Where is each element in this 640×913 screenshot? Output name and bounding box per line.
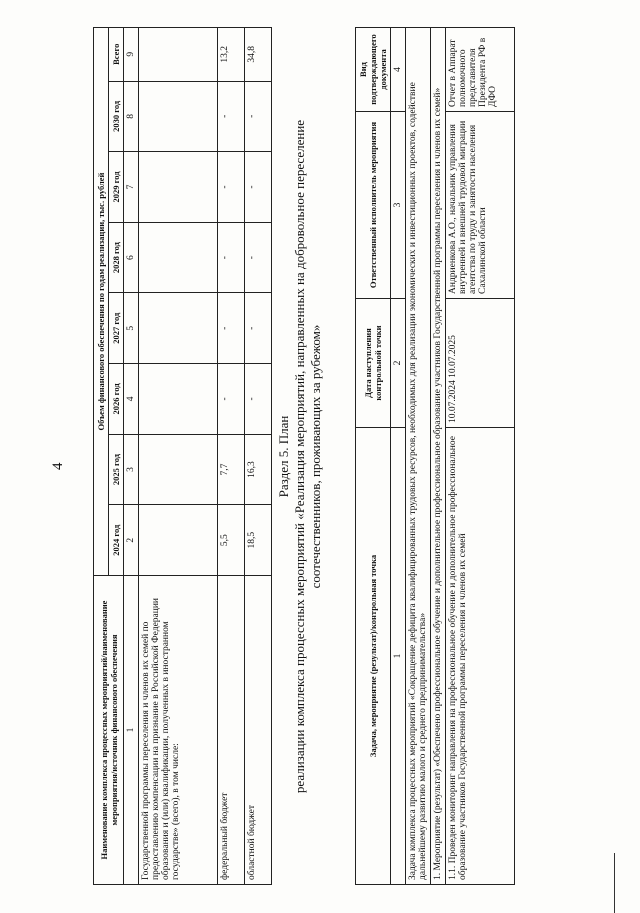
fin-cell: -: [245, 81, 272, 152]
fin-cell: [139, 364, 218, 435]
fin-cell: [139, 434, 218, 505]
fin-col-number: 3: [124, 434, 139, 505]
footer-rule: [614, 853, 615, 913]
checkpoint-document: Отчет в Аппарат полномочного представителя Президента РФ в ДФО: [446, 28, 515, 112]
fin-col-number: 1: [124, 576, 139, 885]
checkpoint-responsible: Андриенкова А.О., начальник управления внутренней и внешней трудовой миграции агентства по труду и занятости населения Сахалинской области: [446, 112, 515, 299]
fin-col-number: 5: [124, 293, 139, 364]
fin-cell: -: [245, 222, 272, 293]
fin-year-header: 2026 год: [109, 364, 124, 435]
fin-cell: -: [218, 222, 245, 293]
plan-checkpoint-row: [446, 28, 515, 885]
fin-cell: 34,8: [245, 28, 272, 82]
fin-col-number: 4: [124, 364, 139, 435]
fin-cell: -: [218, 81, 245, 152]
section-title: Раздел 5. План: [276, 415, 291, 498]
plan-header-document: Вид подтверждающего документа: [356, 28, 391, 112]
plan-header-responsible: Ответственный исполнитель мероприятия: [356, 112, 391, 299]
fin-cell: 13,2: [218, 28, 245, 82]
plan-col-number: 2: [391, 299, 406, 428]
fin-row-federal: [218, 28, 245, 885]
plan-col-number: 4: [391, 28, 406, 112]
section-subtitle-line1: реализации комплекса процессных мероприятий «Реализация мероприятий, направленных на добровольное переселение: [292, 119, 307, 794]
fin-cell: -: [218, 152, 245, 223]
fin-year-header: 2027 год: [109, 293, 124, 364]
fin-total-header: Всего: [109, 28, 124, 82]
fin-cell: -: [245, 293, 272, 364]
fin-row-name: областной бюджет: [245, 576, 272, 885]
fin-header-group: Объем финансового обеспечения по годам реализации, тыс. рублей: [94, 28, 109, 576]
fin-header-name: Наименование комплекса процессных мероприятий/наименование мероприятия/источник финансового обеспечения: [94, 576, 124, 885]
fin-cell: [139, 293, 218, 364]
fin-row-total: [139, 28, 218, 885]
plan-task-row: Задача комплекса процессных мероприятий «Сокращение дефицита квалифицированных трудовых ресурсов, необходимых для реализации экономических и инвестиционных проектов, содействие дальнейшему развитию малого и среднего предпринимательства»: [406, 28, 431, 885]
plan-col-number: 3: [391, 112, 406, 299]
fin-cell: -: [245, 152, 272, 223]
checkpoint-date: 10.07.2024 10.07.2025: [446, 299, 515, 428]
fin-col-number: 6: [124, 222, 139, 293]
fin-col-number: 7: [124, 152, 139, 223]
fin-cell: -: [245, 364, 272, 435]
fin-cell: 7,7: [218, 434, 245, 505]
plan-col-number: 1: [391, 428, 406, 885]
page-number: 4: [50, 462, 66, 470]
fin-year-header: 2028 год: [109, 222, 124, 293]
plan-header-date: Дата наступления контрольной точки: [356, 299, 391, 428]
fin-year-header: 2025 год: [109, 434, 124, 505]
fin-year-header: 2030 год: [109, 81, 124, 152]
fin-cell: 16,3: [245, 434, 272, 505]
fin-col-number: 8: [124, 81, 139, 152]
plan-header-task: Задача, мероприятие (результат)/контрольная точка: [356, 428, 391, 885]
fin-row-name: федеральный бюджет: [218, 576, 245, 885]
fin-cell: [139, 222, 218, 293]
fin-year-header: 2024 год: [109, 505, 124, 576]
fin-row-name: Государственной программы переселения и членов их семей по предоставлению компенсации на признание в Российской Федерации образования и (или) квалификации, полученных в иностранном государстве» (всего), в том числе:: [139, 576, 218, 885]
fin-year-header: 2029 год: [109, 152, 124, 223]
checkpoint-name: 1.1. Проведен мониторинг направления на профессиональное обучение и дополнительное профессиональное образование участников Государственной программы переселения и членов их семей: [446, 428, 515, 885]
plan-table: [355, 27, 515, 885]
fin-col-number: 9: [124, 28, 139, 82]
fin-cell: 18,5: [245, 505, 272, 576]
fin-cell: [139, 28, 218, 82]
fin-cell: -: [218, 364, 245, 435]
fin-cell: -: [218, 293, 245, 364]
financing-table: [93, 27, 272, 885]
section-subtitle-line2: соотечественников, проживающих за рубежом»: [308, 324, 323, 589]
fin-cell: 5,5: [218, 505, 245, 576]
fin-cell: [139, 81, 218, 152]
fin-cell: [139, 152, 218, 223]
fin-cell: [139, 505, 218, 576]
fin-col-number: 2: [124, 505, 139, 576]
fin-row-regional: [245, 28, 272, 885]
plan-measure-row: 1. Мероприятие (результат) «Обеспечено профессиональное обучение и дополнительное профессиональное образование участников Государственной программы переселения и членов их семей»: [431, 28, 446, 885]
